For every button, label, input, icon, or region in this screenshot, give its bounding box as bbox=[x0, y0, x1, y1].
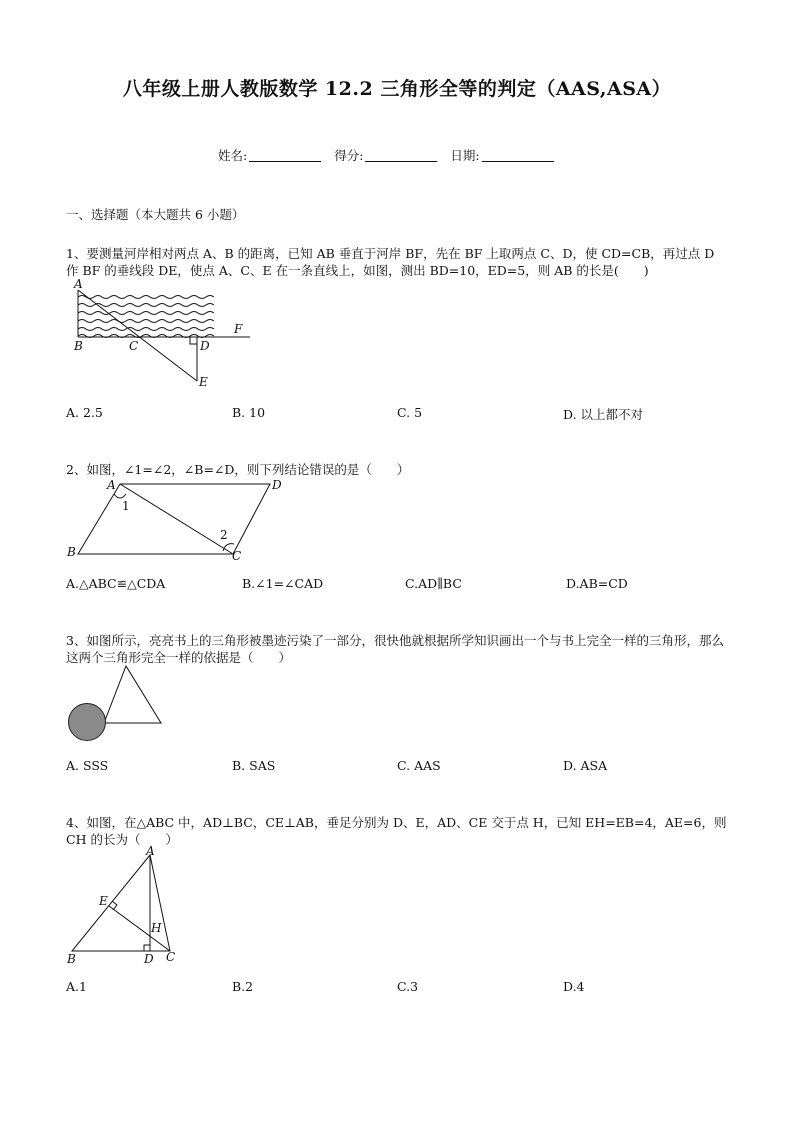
name-label: 姓名: bbox=[218, 148, 248, 163]
q2-label-angle-1: 1 bbox=[122, 499, 130, 513]
q1-label-e: E bbox=[199, 375, 208, 389]
date-blank[interactable] bbox=[482, 149, 554, 162]
question-2-figure bbox=[64, 476, 294, 564]
q2-label-angle-2: 2 bbox=[220, 528, 228, 542]
q4-option-b[interactable]: B.2 bbox=[232, 979, 254, 994]
question-1-text: 1、要测量河岸相对两点 A、B 的距离，已知 AB 垂直于河岸 BF，先在 BF 上取两点 C、D，使 CD=CB，再过点 D 作 BF 的垂线段 DE，使点 A、C、E 在一条直线上，如图，测出 BD=10，ED=5，则 AB 的长是( ) bbox=[66, 246, 715, 278]
question-4-options bbox=[66, 979, 736, 997]
question-3-figure bbox=[64, 662, 168, 744]
q3-option-a[interactable]: A. SSS bbox=[66, 758, 109, 773]
section-heading: 一、选择题（本大题共 6 小题） bbox=[66, 207, 245, 222]
date-label: 日期: bbox=[450, 148, 480, 163]
q1-label-d: D bbox=[200, 339, 210, 353]
q3-option-d[interactable]: D. ASA bbox=[563, 758, 608, 773]
q4-label-b: B bbox=[67, 952, 76, 966]
question-4-text: 4、如图，在△ABC 中，AD⊥BC，CE⊥AB，垂足分别为 D、E，AD、CE 交于点 H，已知 EH=EB=4，AE=6，则 CH 的长为（ ） bbox=[66, 815, 727, 847]
q1-option-a[interactable]: A. 2.5 bbox=[66, 405, 103, 420]
q2-option-c[interactable]: C.AD∥BC bbox=[405, 576, 462, 591]
q2-label-d: D bbox=[272, 478, 282, 492]
q1-label-a: A bbox=[74, 277, 83, 291]
q4-label-d: D bbox=[144, 952, 154, 966]
q4-option-a[interactable]: A.1 bbox=[66, 979, 87, 994]
q1-label-f: F bbox=[234, 322, 243, 336]
q4-label-a: A bbox=[146, 844, 155, 858]
page-title: 八年级上册人教版数学 12.2 三角形全等的判定（AAS,ASA） bbox=[122, 78, 672, 100]
q2-label-b: B bbox=[67, 545, 76, 559]
question-3-options bbox=[66, 758, 736, 776]
score-blank[interactable] bbox=[365, 149, 437, 162]
question-3-text: 3、如图所示，亮亮书上的三角形被墨迹污染了一部分，很快他就根据所学知识画出一个与书上完全一样的三角形，那么这两个三角形完全一样的依据是（ ） bbox=[66, 633, 724, 665]
q4-option-d[interactable]: D.4 bbox=[563, 979, 585, 994]
q4-label-h: H bbox=[151, 921, 162, 935]
q2-option-b[interactable]: B.∠1=∠CAD bbox=[242, 576, 324, 591]
question-1-options bbox=[66, 405, 736, 423]
q3-option-b[interactable]: B. SAS bbox=[232, 758, 276, 773]
q3-option-c[interactable]: C. AAS bbox=[397, 758, 441, 773]
question-2-options bbox=[66, 576, 736, 594]
question-4-figure bbox=[60, 843, 190, 967]
q4-option-c[interactable]: C.3 bbox=[397, 979, 419, 994]
score-label: 得分: bbox=[334, 148, 364, 163]
q1-option-b[interactable]: B. 10 bbox=[232, 405, 266, 420]
q2-option-a[interactable]: A.△ABC≌△CDA bbox=[66, 576, 166, 591]
q2-label-a: A bbox=[107, 478, 116, 492]
q1-option-c[interactable]: C. 5 bbox=[397, 405, 423, 420]
name-blank[interactable] bbox=[249, 149, 321, 162]
q1-label-b: B bbox=[74, 339, 83, 353]
student-info-line bbox=[218, 146, 563, 164]
q2-label-c: C bbox=[232, 549, 242, 563]
q1-option-d[interactable]: D. 以上都不对 bbox=[563, 407, 644, 422]
q2-option-d[interactable]: D.AB=CD bbox=[566, 576, 628, 591]
q4-label-c: C bbox=[166, 950, 176, 964]
ink-blot bbox=[69, 704, 106, 741]
question-2-text: 2、如图，∠1=∠2，∠B=∠D，则下列结论错误的是（ ） bbox=[66, 462, 410, 477]
q4-label-e: E bbox=[99, 894, 108, 908]
question-1-figure bbox=[66, 276, 266, 394]
q1-label-c: C bbox=[129, 339, 139, 353]
